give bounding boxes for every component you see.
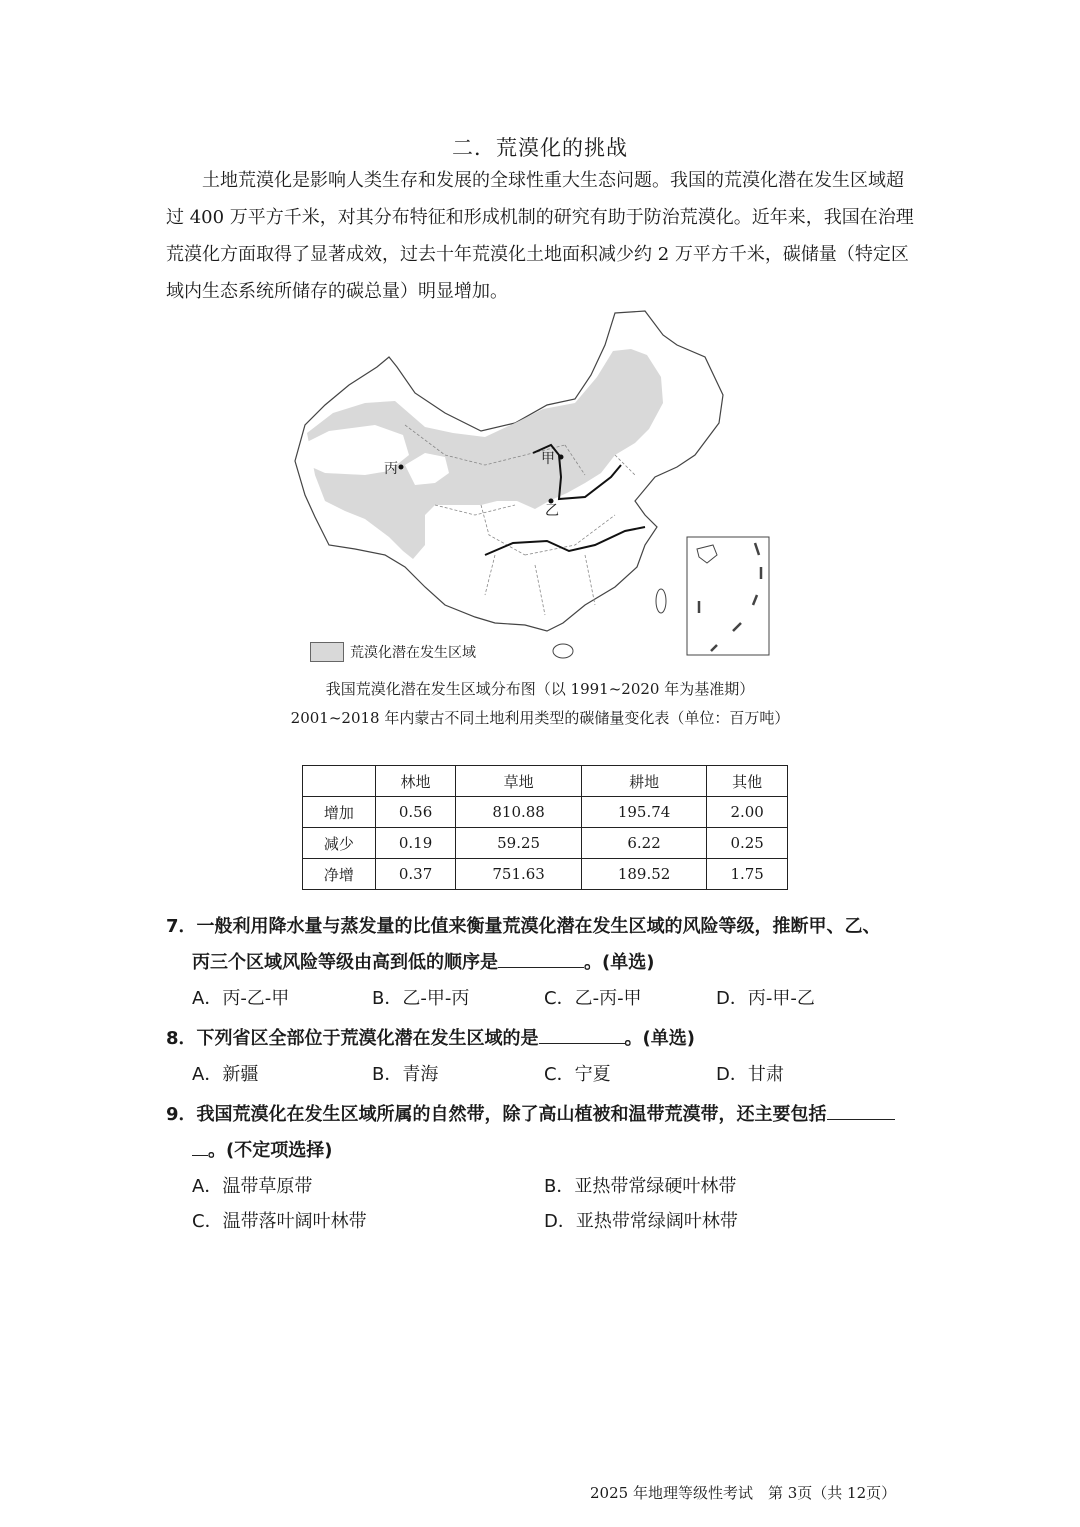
- china-desertification-map: [285, 305, 775, 670]
- row-label: 净增: [303, 859, 376, 890]
- table-row: [303, 828, 788, 859]
- table-row: [303, 859, 788, 890]
- q9-line2: [192, 1136, 332, 1162]
- table-header: 草地: [456, 766, 581, 797]
- table-header-row: [303, 766, 788, 797]
- q8-answer-blank[interactable]: [539, 1025, 625, 1044]
- table-cell: 810.88: [456, 797, 581, 828]
- table-cell: 1.75: [707, 859, 788, 890]
- carbon-storage-table: [302, 765, 788, 890]
- table-cell: 6.22: [581, 828, 706, 859]
- label-bing: 丙: [384, 461, 398, 477]
- intro-text: 土地荒漠化是影响人类生存和发展的全球性重大生态问题。我国的荒漠化潜在发生区域超过 400 万平方千米，对其分布特征和形成机制的研究有助于防治荒漠化。近年来，我国在治理荒漠化方面取得了显著成效，过去十年荒漠化土地面积减少约 2 万平方千米，碳储量（特定区域内生态系统所储存的碳总量）明显增加。: [166, 170, 914, 302]
- section-title: 二．荒漠化的挑战: [452, 136, 628, 160]
- table-header: [303, 766, 376, 797]
- q7-text: 丙三个区域风险等级由高到低的顺序是: [192, 952, 498, 973]
- label-jia: 甲: [541, 451, 555, 467]
- q7-answer-blank[interactable]: [498, 949, 584, 968]
- legend-label: 荒漠化潜在发生区域: [350, 645, 476, 661]
- q8-option-d[interactable]: D．甘肃: [716, 1064, 784, 1085]
- table-caption: 2001~2018 年内蒙古不同土地利用类型的碳储量变化表（单位：百万吨）: [290, 709, 790, 727]
- table-header: 其他: [707, 766, 788, 797]
- table-header: 耕地: [581, 766, 706, 797]
- legend-swatch: [310, 642, 344, 662]
- q9-line1: [166, 1100, 895, 1126]
- q9-answer-blank[interactable]: [827, 1101, 895, 1120]
- q8-option-c[interactable]: C．宁夏: [544, 1064, 611, 1085]
- q8-text: 8．下列省区全部位于荒漠化潜在发生区域的是: [166, 1028, 539, 1049]
- q7-option-a[interactable]: A．丙-乙-甲: [192, 988, 290, 1009]
- table-cell: 59.25: [456, 828, 581, 859]
- q7-option-c[interactable]: C．乙-丙-甲: [544, 988, 642, 1009]
- q9-option-a[interactable]: A．温带草原带: [192, 1176, 313, 1197]
- q7-line2: [192, 948, 654, 974]
- intro-paragraph: [166, 162, 918, 310]
- q7-option-d[interactable]: D．丙-甲-乙: [716, 988, 815, 1009]
- taiwan-island: [656, 589, 666, 613]
- q9-suffix: 。(不定项选择): [208, 1140, 333, 1161]
- table-header: 林地: [375, 766, 456, 797]
- row-label: 减少: [303, 828, 376, 859]
- point-jia: [559, 455, 564, 460]
- q9-option-d[interactable]: D．亚热带常绿阔叶林带: [544, 1211, 738, 1232]
- table-cell: 195.74: [581, 797, 706, 828]
- table-cell: 2.00: [707, 797, 788, 828]
- label-yi: 乙: [545, 503, 559, 519]
- row-label: 增加: [303, 797, 376, 828]
- table-cell: 189.52: [581, 859, 706, 890]
- page-footer: 2025 年地理等级性考试 第 3页（共 12页）: [590, 1484, 897, 1502]
- table-cell: 0.19: [375, 828, 456, 859]
- q7-suffix: 。(单选): [584, 952, 655, 973]
- q9-text: 9．我国荒漠化在发生区域所属的自然带，除了高山植被和温带荒漠带，还主要包括: [166, 1104, 827, 1125]
- q7-option-b[interactable]: B．乙-甲-丙: [372, 988, 470, 1009]
- table-row: [303, 797, 788, 828]
- q9-option-b[interactable]: B．亚热带常绿硬叶林带: [544, 1176, 737, 1197]
- q8-suffix: 。(单选): [624, 1028, 695, 1049]
- q8-option-a[interactable]: A．新疆: [192, 1064, 259, 1085]
- table-cell: 0.25: [707, 828, 788, 859]
- q8-line1: [166, 1024, 695, 1050]
- map-caption: 我国荒漠化潜在发生区域分布图（以 1991~2020 年为基准期）: [325, 680, 755, 698]
- hainan-island: [553, 644, 573, 658]
- table-cell: 751.63: [456, 859, 581, 890]
- point-bing: [399, 465, 404, 470]
- q9-answer-blank-cont[interactable]: [192, 1137, 208, 1156]
- table-cell: 0.37: [375, 859, 456, 890]
- table-cell: 0.56: [375, 797, 456, 828]
- q8-option-b[interactable]: B．青海: [372, 1064, 439, 1085]
- q7-line1: 7．一般利用降水量与蒸发量的比值来衡量荒漠化潜在发生区域的风险等级，推断甲、乙、: [166, 916, 881, 937]
- q9-option-c[interactable]: C．温带落叶阔叶林带: [192, 1211, 367, 1232]
